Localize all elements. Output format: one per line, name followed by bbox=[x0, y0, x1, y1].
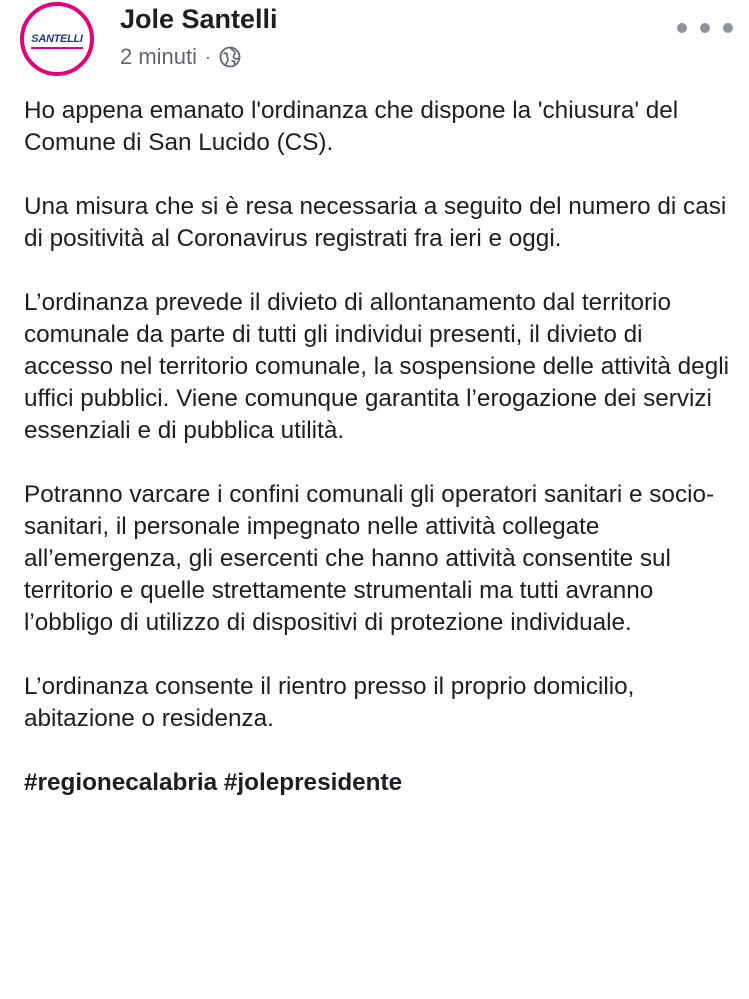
hashtag-line bbox=[24, 767, 736, 799]
post-meta bbox=[120, 44, 241, 70]
globe-icon[interactable] bbox=[219, 46, 241, 68]
post-body bbox=[24, 95, 736, 799]
post-paragraph: L’ordinanza prevede il divieto di allontanamento dal territorio comunale da parte di tutti gli individui presenti, il divieto di accesso nel territorio comunale, la sospensione delle attività degli uffici pubblici. Viene comunque garantita l’erogazione dei servizi essenziali e di pubblica utilità. bbox=[24, 289, 730, 444]
more-dot bbox=[677, 23, 687, 33]
avatar[interactable] bbox=[20, 2, 94, 76]
hashtag-link[interactable]: #jolepresidente bbox=[223, 769, 403, 796]
post-timestamp[interactable]: 2 minuti bbox=[120, 44, 198, 69]
post-paragraph: Ho appena emanato l'ordinanza che dispone la 'chiusura' del Comune di San Lucido (CS). bbox=[24, 97, 679, 156]
author-name[interactable]: Jole Santelli bbox=[120, 4, 278, 34]
post-header bbox=[0, 0, 749, 90]
more-dot bbox=[723, 23, 733, 33]
meta-separator: · bbox=[205, 46, 212, 67]
more-dot bbox=[700, 23, 710, 33]
avatar-logo-underline bbox=[31, 47, 82, 49]
avatar-logo-text: SANTELLI bbox=[31, 33, 83, 45]
hashtag-link[interactable]: #regionecalabria bbox=[24, 769, 218, 796]
post-paragraph: Potranno varcare i confini comunali gli operatori sanitari e socio-sanitari, il personale impegnato nelle attività collegate all’emergenza, gli esercenti che hanno attività consentite sul territorio e quelle strettamente strumentali ma tutti avranno l’obbligo di utilizzo di dispositivi di protezione individuale. bbox=[24, 481, 715, 636]
post-paragraph: Una misura che si è resa necessaria a seguito del numero di casi di positività al Coronavirus registrati fra ieri e oggi. bbox=[24, 193, 727, 252]
post-paragraph: L’ordinanza consente il rientro presso il proprio domicilio, abitazione o residenza. bbox=[24, 673, 635, 732]
more-options-icon[interactable] bbox=[677, 16, 733, 40]
avatar-logo bbox=[31, 33, 82, 45]
